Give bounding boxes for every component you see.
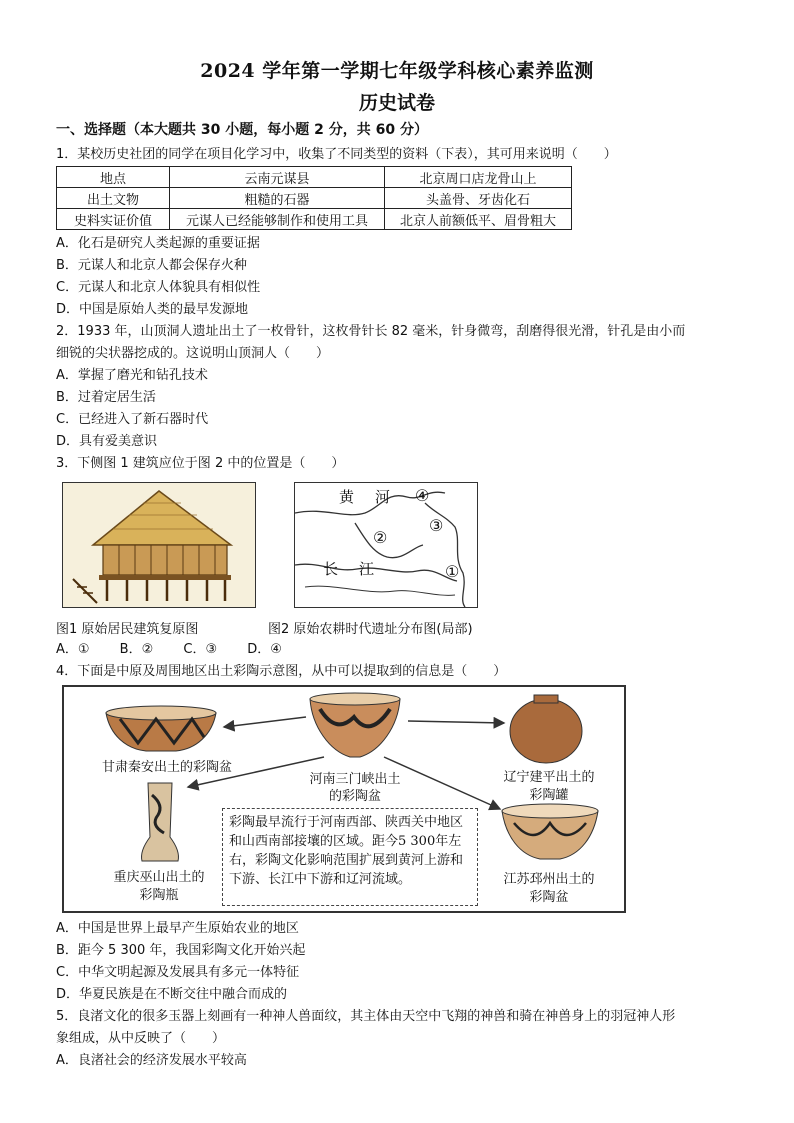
map-label-huang: 黄 xyxy=(339,488,355,506)
label-chongqing-vase-1: 重庆巫山出土的 xyxy=(113,870,205,885)
table-cell: 北京周口店龙骨山上 xyxy=(385,167,572,188)
q3-stem: 3．下侧图 1 建筑应位于图 2 中的位置是（ ） xyxy=(56,456,345,471)
q4-option-a[interactable]: A．中国是世界上最早产生原始农业的地区 xyxy=(56,921,299,936)
farming-site-map xyxy=(294,482,478,608)
label-chongqing-vase-2: 彩陶瓶 xyxy=(139,888,179,903)
q5-stem-line1: 5．良渚文化的很多玉器上刻画有一种神人兽面纹，其主体由天空中飞翔的神兽和骑在神兽身上的羽冠神人形 xyxy=(56,1009,676,1024)
q2-option-d[interactable]: D．具有爱美意识 xyxy=(56,434,158,449)
q1-option-b[interactable]: B．元谋人和北京人都会保存火种 xyxy=(56,258,247,273)
table-cell: 云南元谋县 xyxy=(170,167,385,188)
map-marker-1: ① xyxy=(445,562,460,581)
q2-option-c[interactable]: C．已经进入了新石器时代 xyxy=(56,412,209,427)
map-marker-2: ② xyxy=(373,528,388,547)
q5-stem-line2: 象组成，从中反映了（ ） xyxy=(56,1031,226,1046)
q4-option-d[interactable]: D．华夏民族是在不断交往中融合而成的 xyxy=(56,987,288,1002)
label-liaoning-jar-1: 辽宁建平出土的 xyxy=(503,770,595,785)
q1-option-a[interactable]: A．化石是研究人类起源的重要证据 xyxy=(56,236,260,251)
table-row xyxy=(57,167,572,188)
label-henan-bowl-1: 河南三门峡出土 xyxy=(309,772,401,787)
table-cell: 史料实证价值 xyxy=(57,209,170,230)
q2-stem-line1: 2．1933 年，山顶洞人遗址出土了一枚骨针，这枚骨针长 82 毫米，针身微弯，刮磨得很光滑，针孔是由小而 xyxy=(56,324,686,339)
q1-table xyxy=(56,166,572,230)
fig2-caption: 图2 原始农耕时代遗址分布图(局部) xyxy=(268,622,473,637)
table-row xyxy=(57,209,572,230)
table-cell: 出土文物 xyxy=(57,188,170,209)
exam-title: 2024 学年第一学期七年级学科核心素养监测 xyxy=(200,60,594,82)
stilt-house-icon xyxy=(63,483,255,607)
table-row xyxy=(57,188,572,209)
q4-option-b[interactable]: B．距今 5 300 年，我国彩陶文化开始兴起 xyxy=(56,943,306,958)
q3-options[interactable]: A．① B．② C．③ D．④ xyxy=(56,642,282,657)
table-cell: 头盖骨、牙齿化石 xyxy=(385,188,572,209)
map-label-he: 河 xyxy=(375,488,391,506)
section-heading: 一、选择题（本大题共 30 小题，每小题 2 分，共 60 分） xyxy=(56,122,428,138)
q2-option-a[interactable]: A．掌握了磨光和钻孔技术 xyxy=(56,368,208,383)
label-gansu-bowl: 甘肃秦安出土的彩陶盆 xyxy=(102,760,233,775)
q1-stem: 1．某校历史社团的同学在项目化学习中，收集了不同类型的资料（下表），其可用来说明（ ） xyxy=(56,147,617,162)
table-cell: 粗糙的石器 xyxy=(170,188,385,209)
table-cell: 地点 xyxy=(57,167,170,188)
exam-subtitle: 历史试卷 xyxy=(358,92,435,114)
fig1-caption: 图1 原始居民建筑复原图 xyxy=(56,622,199,637)
q5-option-a[interactable]: A．良渚社会的经济发展水平较高 xyxy=(56,1053,247,1068)
label-jiangsu-bowl-1: 江苏邳州出土的 xyxy=(503,872,595,887)
q1-option-d[interactable]: D．中国是原始人类的最早发源地 xyxy=(56,302,249,317)
stilt-house-figure xyxy=(62,482,256,608)
label-jiangsu-bowl-2: 彩陶盆 xyxy=(529,890,569,905)
q2-option-b[interactable]: B．过着定居生活 xyxy=(56,390,156,405)
q2-stem-line2: 细锐的尖状器挖成的。这说明山顶洞人（ ） xyxy=(56,346,330,361)
map-label-chang: 长 xyxy=(323,560,339,578)
q1-option-c[interactable]: C．元谋人和北京人体貌具有相似性 xyxy=(56,280,261,295)
q4-stem: 4．下面是中原及周围地区出土彩陶示意图，从中可以提取到的信息是（ ） xyxy=(56,664,507,679)
label-henan-bowl-2: 的彩陶盆 xyxy=(328,789,381,804)
map-label-jiang: 江 xyxy=(359,560,375,578)
map-marker-4: ④ xyxy=(415,486,430,505)
label-liaoning-jar-2: 彩陶罐 xyxy=(529,788,569,803)
table-cell: 北京人前额低平、眉骨粗大 xyxy=(385,209,572,230)
table-cell: 元谋人已经能够制作和使用工具 xyxy=(170,209,385,230)
pottery-note: 彩陶最早流行于河南西部、陕西关中地区和山西南部接壤的区域。距今5 300年左右，彩陶文化影响范围扩展到黄河上游和下游、长江中下游和辽河流域。 xyxy=(222,808,478,906)
map-marker-3: ③ xyxy=(429,516,444,535)
q4-option-c[interactable]: C．中华文明起源及发展具有多元一体特征 xyxy=(56,965,300,980)
